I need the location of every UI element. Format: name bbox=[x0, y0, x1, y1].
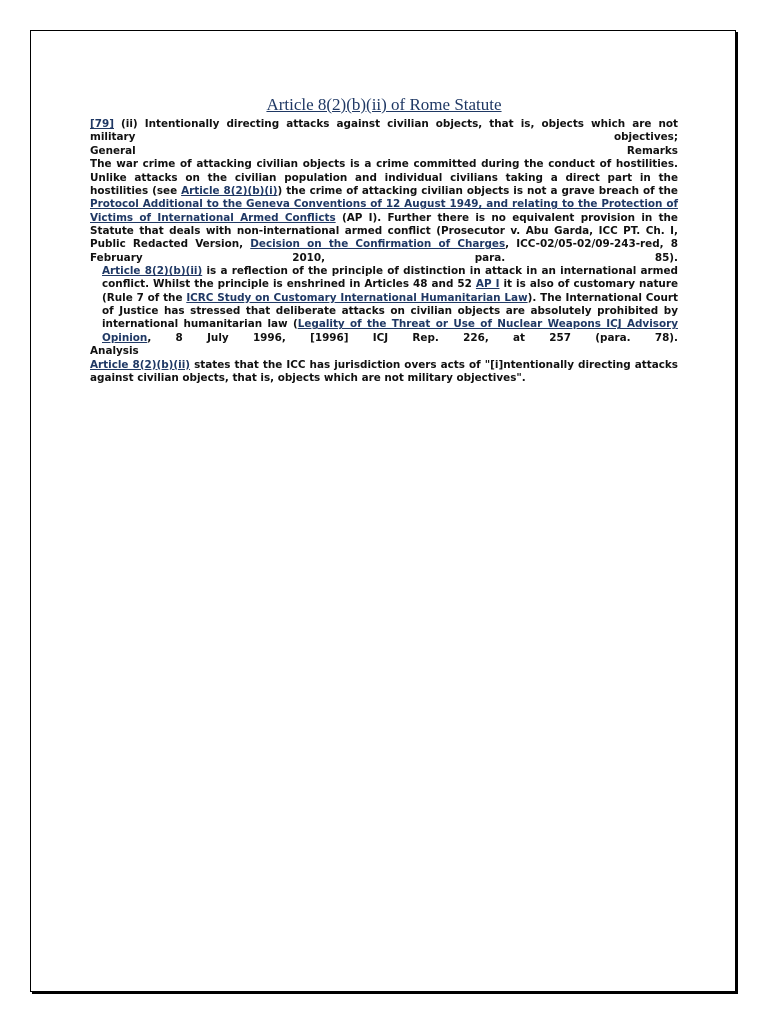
link-article-8-2-b-ii[interactable]: Article 8(2)(b)(ii) bbox=[102, 265, 203, 278]
remarks2-text-1: is a reflection of the principle of distinction in attack in an international armed conflict. Whilst the principle is enshrined in Articles 48 and 52 bbox=[102, 265, 678, 291]
section-heading-general-remarks bbox=[90, 145, 678, 158]
footnote-link-79[interactable]: [79] bbox=[90, 118, 114, 131]
link-article-8-2-b-ii-analysis[interactable]: Article 8(2)(b)(ii) bbox=[90, 358, 191, 371]
definition-text: (ii) Intentionally directing attacks against civilian objects, that is, objects which are not military objectives; bbox=[90, 118, 678, 144]
paragraph-definition bbox=[90, 118, 678, 145]
analysis-text: states that the ICC has jurisdiction overs acts of "[i]ntentionally directing attacks against civilian objects, that is, objects which are not military objectives". bbox=[90, 358, 678, 384]
remarks-text-4: , ICC-02/05-02/09-243-red, 8 February 2010, para. 85). bbox=[90, 238, 678, 264]
remarks2-text-3: ). The International Court of Justice has stressed that deliberate attacks on civilian objects are absolutely prohibited by international humanitarian law ( bbox=[102, 291, 678, 331]
link-protocol-additional[interactable]: Protocol Additional to the Geneva Conventions of 12 August 1949, and relating to the Protection of Victims of International Armed Conflicts bbox=[90, 198, 678, 224]
remarks-text-2: ) the crime of attacking civilian objects is not a grave breach of the bbox=[277, 184, 678, 197]
link-article-8-2-b-i[interactable]: Article 8(2)(b)(i) bbox=[181, 184, 278, 197]
document-body bbox=[90, 94, 678, 385]
link-nuclear-weapons-opinion[interactable]: Legality of the Threat or Use of Nuclear Weapons ICJ Advisory Opinion bbox=[102, 318, 678, 344]
link-icrc-study[interactable]: ICRC Study on Customary International Humanitarian Law bbox=[186, 291, 528, 304]
remarks2-text-4: , 8 July 1996, [1996] ICJ Rep. 226, at 257 (para. 78). bbox=[147, 331, 678, 344]
document-title-text: Article 8(2)(b)(ii) of Rome Statute bbox=[266, 95, 502, 114]
heading-general: General bbox=[90, 144, 136, 157]
heading-analysis: Analysis bbox=[90, 345, 139, 358]
link-decision-confirmation-charges[interactable]: Decision on the Confirmation of Charges bbox=[250, 238, 506, 251]
remarks-text-1: The war crime of attacking civilian objects is a crime committed during the conduct of hostilities. Unlike attacks on the civilian population and individual civilians taking a direct part in the hostilities (see bbox=[90, 158, 678, 197]
heading-remarks: Remarks bbox=[626, 144, 678, 157]
remarks2-text-2: it is also of customary nature (Rule 7 of the bbox=[102, 278, 679, 304]
remarks-text-3: (AP I). Further there is no equivalent provision in the Statute that deals with non-international armed conflict (Prosecutor v. Abu Garda, ICC PT. Ch. I, Public Redacted Version, bbox=[90, 211, 678, 251]
link-ap-i[interactable]: AP I bbox=[475, 278, 500, 291]
paragraph-remarks-1 bbox=[90, 158, 678, 265]
paragraph-analysis bbox=[90, 359, 678, 386]
paragraph-remarks-2 bbox=[90, 265, 678, 345]
document-title bbox=[90, 94, 678, 116]
